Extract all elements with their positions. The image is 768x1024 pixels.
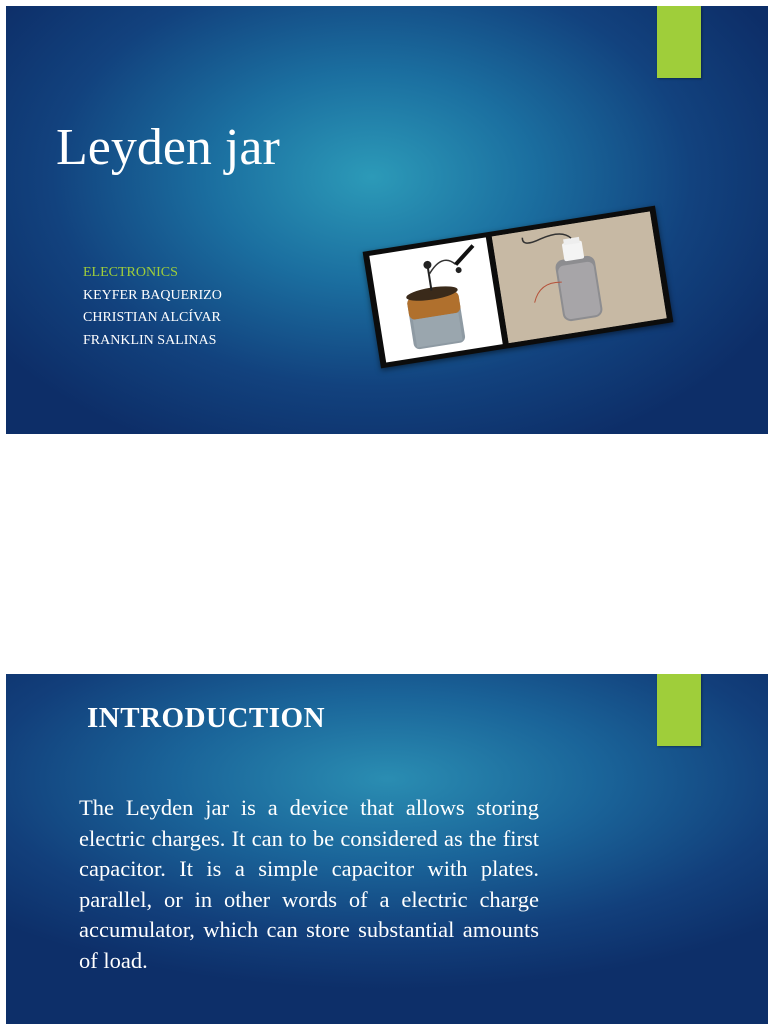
author-name: CHRISTIAN ALCÍVAR: [83, 310, 221, 325]
introduction-paragraph: The Leyden jar is a device that allows storing electric charges. It can to be considered as the first capacitor. It is a simple capacitor with plates. parallel, or in other words of a electric charge accumulator, which can store substantial amounts of load.: [79, 795, 539, 973]
title-slide: [6, 6, 768, 434]
leyden-jar-photo: [363, 206, 674, 369]
foil-bottle-photo-icon: [492, 211, 667, 343]
leyden-jar-illustration-icon: [369, 237, 502, 362]
course-label: ELECTRONICS: [83, 265, 178, 280]
subtitle-block: [83, 262, 222, 352]
slide-title: Leyden jar: [56, 119, 280, 176]
section-heading: INTRODUCTION: [87, 702, 326, 734]
author-name: FRANKLIN SALINAS: [83, 332, 217, 348]
green-accent-tab: [657, 674, 701, 746]
introduction-slide: [6, 674, 768, 1024]
green-accent-tab: [657, 6, 701, 78]
author-name: KEYFER BAQUERIZO: [83, 287, 222, 303]
